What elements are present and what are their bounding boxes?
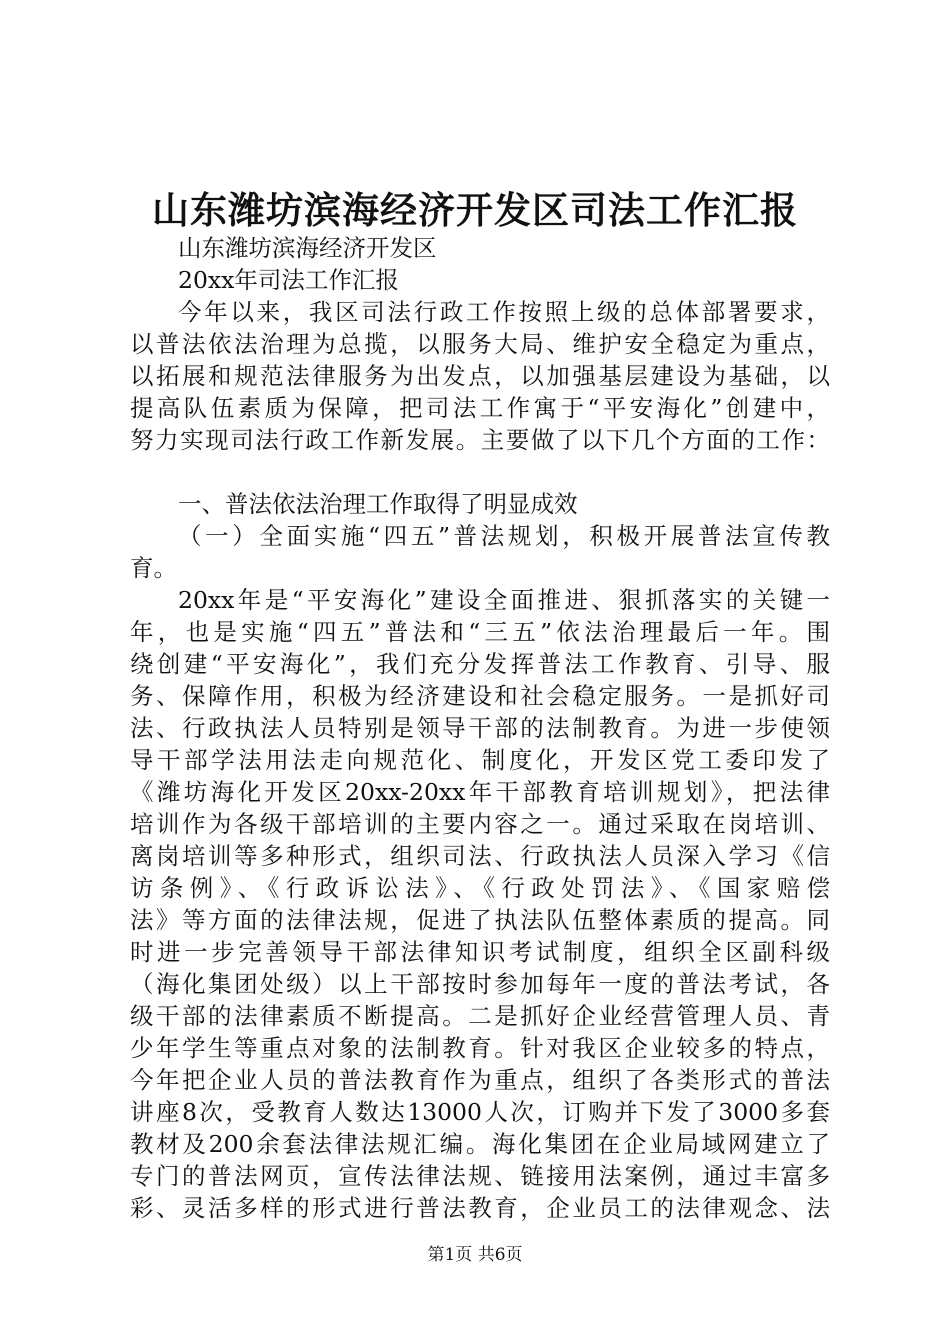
body-line: 提高队伍素质为保障，把司法工作寓于“平安海化”创建中，: [130, 394, 830, 422]
body-line: 今年把企业人员的普法教育作为重点，组织了各类形式的普法: [130, 1066, 830, 1094]
body-line: 法》等方面的法律法规，促进了执法队伍整体素质的提高。同: [130, 906, 830, 934]
body-line: 绕创建“平安海化”，我们充分发挥普法工作教育、引导、服: [130, 650, 830, 678]
body-line: 年，也是实施“四五”普法和“三五”依法治理最后一年。围: [130, 618, 830, 646]
body-line: 导干部学法用法走向规范化、制度化，开发区党工委印发了: [130, 746, 830, 774]
document-title: 山东潍坊滨海经济开发区司法工作汇报: [152, 188, 798, 232]
body-line: 20xx年是“平安海化”建设全面推进、狠抓落实的关键一: [178, 586, 830, 614]
body-line: 专门的普法网页，宣传法律法规、链接用法案例，通过丰富多: [130, 1162, 830, 1190]
body-line: 一、普法依法治理工作取得了明显成效: [178, 490, 578, 518]
body-line: 级干部的法律素质不断提高。二是抓好企业经营管理人员、青: [130, 1002, 830, 1030]
body-line: 离岗培训等多种形式，组织司法、行政执法人员深入学习《信: [130, 842, 830, 870]
body-line: 以拓展和规范法律服务为出发点，以加强基层建设为基础，以: [130, 362, 830, 390]
body-line: 《潍坊海化开发区20xx-20xx年干部教育培训规划》，把法律: [130, 778, 830, 806]
body-line: 少年学生等重点对象的法制教育。针对我区企业较多的特点，: [130, 1034, 830, 1062]
body-line: 育。: [130, 554, 177, 582]
paragraph-gap: [130, 456, 830, 488]
body-line: （一）全面实施“四五”普法规划，积极开展普法宣传教: [178, 522, 830, 550]
body-line: 以普法依法治理为总揽，以服务大局、维护安全稳定为重点，: [130, 330, 830, 358]
body-line: 20xx年司法工作汇报: [178, 266, 399, 294]
body-line: 今年以来，我区司法行政工作按照上级的总体部署要求，: [178, 298, 830, 326]
body-line: 时进一步完善领导干部法律知识考试制度，组织全区副科级: [130, 938, 830, 966]
body-line: 彩、灵活多样的形式进行普法教育，企业员工的法律观念、法: [130, 1194, 830, 1222]
body-line: 讲座8次，受教育人数达13000人次，订购并下发了3000多套: [130, 1098, 830, 1126]
document-body: [130, 232, 830, 1224]
body-line: 务、保障作用，积极为经济建设和社会稳定服务。一是抓好司: [130, 682, 830, 710]
body-line: （海化集团处级）以上干部按时参加每年一度的普法考试，各: [130, 970, 830, 998]
body-line: 法、行政执法人员特别是领导干部的法制教育。为进一步使领: [130, 714, 830, 742]
page-footer: 第1页 共6页: [427, 1245, 523, 1265]
body-line: 教材及200余套法律法规汇编。海化集团在企业局域网建立了: [130, 1130, 830, 1158]
body-line: 山东潍坊滨海经济开发区: [178, 234, 437, 262]
body-line: 努力实现司法行政工作新发展。主要做了以下几个方面的工作：: [130, 426, 830, 454]
body-line: 培训作为各级干部培训的主要内容之一。通过采取在岗培训、: [130, 810, 830, 838]
body-line: 访条例》、《行政诉讼法》、《行政处罚法》、《国家赔偿: [130, 874, 830, 902]
